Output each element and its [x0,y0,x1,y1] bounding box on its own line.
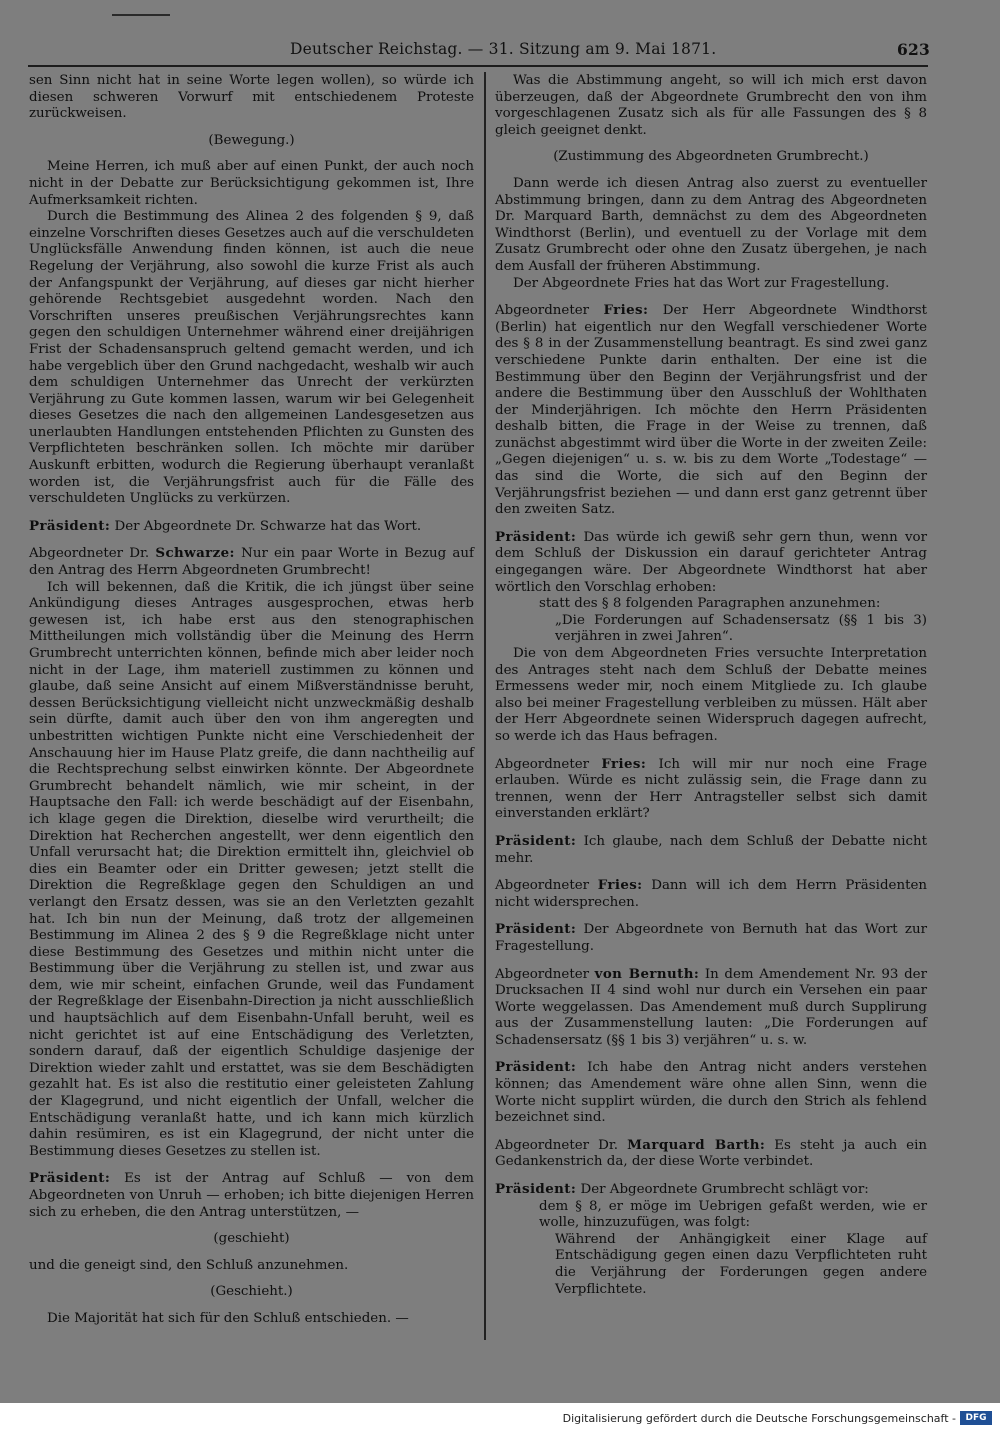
paragraph-text: Der Abgeordnete Grumbrecht schlägt vor: [580,1182,869,1198]
paragraph [29,518,474,536]
paragraph [29,209,474,508]
speaker-title: Abgeordneter [495,966,590,982]
paragraph [495,646,927,746]
paragraph [495,877,927,911]
paragraph-text: Die von dem Abgeordneten Fries versuchte Interpretation des Antrages steht nach dem Schluß der Debatte meines Ermessens weder mir, noch einem Mitgliede zu. Ich glaube also bei meiner Fragestellung verbleiben zu müssen. Hält aber der Herr Abgeordnete seinen Widerspruch dagegen aufrecht, so werde ich das Haus befragen. [495,646,927,744]
right-column [495,73,927,1298]
paragraph-text: Was die Abstimmung angeht, so will ich mich erst davon überzeugen, daß der Abgeordnete Grumbrecht den von ihm vorgeschlagenen Zusatz sich als für alle Fassungen des § 8 gleich geeignet denkt. [495,73,927,138]
paragraph [29,1258,474,1275]
paragraph-text: Das würde ich gewiß sehr gern thun, wenn vor dem Schluß der Diskussion ein darauf gerichteter Antrag eingegangen wäre. Der Abgeordnete Windthorst hat aber wörtlich den Vorschlag erhoben: [495,529,928,595]
speaker-name: Präsident: [29,517,111,534]
paragraph-text: „Die Forderungen auf Schadensersatz (§§ 1 bis 3) verjähren in zwei Jahren“. [555,612,927,645]
paragraph-text: Dann werde ich diesen Antrag also zuerst zu eventueller Abstimmung bringen, dann zu dem Antrag des Abgeordneten Dr. Marquard Barth, demnächst zu dem des Abgeordneten Windthorst (Berlin), und eventuell zu der Vorlage mit dem Zusatz Grumbrecht oder ohne den Zusatz übergehen, je nach dem Ausfall der früheren Abstimmung. [495,175,927,274]
paragraph [29,1231,474,1248]
paragraph-text: (geschieht) [213,1231,290,1247]
speaker-name: Präsident: [495,921,577,938]
speaker-name: Präsident: [495,1059,577,1076]
paragraph [495,1059,927,1126]
paragraph-text: Der Abgeordnete Fries hat das Wort zur Fragestellung. [513,275,890,291]
paragraph-text: (Geschieht.) [210,1284,293,1300]
paragraph-text: Während der Anhängigkeit einer Klage auf Entschädigung gegen einen dazu Verpflichteten ruht die Verjährung der Forderungen gegen andere Verpflichtete. [555,1231,927,1297]
running-title: Deutscher Reichstag. — 31. Sitzung am 9. Mai 1871. [290,40,717,58]
paragraph [495,833,927,867]
paragraph [495,756,927,823]
paragraph [495,276,927,293]
speaker-title: Abgeordneter [495,878,590,894]
paragraph [495,1181,927,1199]
paragraph [29,133,474,150]
speaker-name: von Bernuth: [594,965,700,982]
header-rule [28,65,928,67]
paragraph-text: und die geneigt sind, den Schluß anzunehmen. [29,1257,349,1273]
paragraph [495,176,927,276]
paragraph-text: Es ist der Antrag auf Schluß — von dem Abgeordneten von Unruh — erhoben; ich bitte diejenigen Herren sich zu erheben, die den Antrag unterstützen, — [29,1171,474,1220]
paragraph [495,302,927,519]
speaker-name: Präsident: [495,832,577,849]
paragraph-text: In dem Amendement Nr. 93 der Drucksachen II 4 sind wohl nur durch ein Versehen ein paar Worte weggelassen. Das Amendement muß durch Supplirung aus der Zusammenstellung lauten: „Die Forderungen auf Schadensersatz (§§ 1 bis 3) verjähren“ u. s. w. [495,966,927,1048]
paragraph-text: Ich will mir nur noch eine Frage erlauben. Würde es nicht zulässig sein, die Frage dann zu trennen, wenn der Herr Antragsteller selbst sich damit einverstanden erklärt? [495,756,928,822]
footer [0,1406,1000,1432]
speaker-title: Abgeordneter Dr. [495,1137,619,1153]
paragraph-text: (Zustimmung des Abgeordneten Grumbrecht.) [553,149,869,165]
column-divider [484,72,486,1340]
speaker-name: Fries: [603,302,649,319]
paragraph [495,73,927,139]
paragraph [495,1199,927,1232]
paragraph-text: Ich will bekennen, daß die Kritik, die ich jüngst über seine Ankündigung dieses Antrages ausgesprochen, etwas herb gewesen ist, ich habe erst aus den stenographischen Mittheilungen mich vollständig über die Meinung des Herrn Grumbrecht unterrichten können, befinde mich aber leider noch nicht in der Lage, ihm materiell zustimmen zu können und glaube, daß seine Ansicht auf einem Mißverständnisse beruht, dessen Berücksichtigung vielleicht nicht unzweckmäßig deshalb sein dürfte, damit auch über den von ihm angeregten und unbestritten wichtigen Punkte nicht eine Verschiedenheit der Anschauung hier im Hause Platz greife, die dann nachtheilig auf die Rechtsprechung selbst einwirken könnte. Der Abgeordnete Grumbrecht behandelt nämlich, wie mir scheint, in der Hauptsache den Fall: ich werde beschädigt auf der Eisenbahn, ich klage gegen die Direktion, dieselbe wird verurtheilt; die Direktion hat Recherchen angestellt, wer denn eigentlich den Unfall verursacht hat; die Direktion ermittelt ihn, gleichviel ob dies ein Beamter oder ein Dritter gewesen; jetzt stellt die Direktion die Regreßklage gegen den Schuldigen an und verlangt den Ersatz dessen, was sie an den Verletzten gezahlt hat. Ich bin nun der Meinung, daß trotz der allgemeinen Bestimmung im Alinea 2 des § 9 die Regreßklage nicht unter diese Bestimmung des Gesetzes und mithin nicht unter die Bestimmung über die Verjährung zu stellen ist, und zwar aus dem, wie mir scheint, einfachen Grunde, weil das Fundament der Regreßklage der Eisenbahn-Direction ja nicht ausschließlich und hauptsächlich auf dem Eisenbahn-Unfall beruht, weil es nicht gerichtet ist auf eine Entschädigung des Verletzten, sondern darauf, daß der eigentlich Schuldige dasjenige der Direktion wieder zahlt und erstattet, was sie dem Beschädigten gezahlt hat. Es ist also die restitutio einer geleisteten Zahlung der Klagegrund, und nicht eigentlich der Unfall, welcher die Entschädigung veranlaßt hatte, und ich kann mich kürzlich dahin resümiren, es ist ein Klagegrund, der nicht unter die Bestimmung dieses Gesetzes zu stellen ist. [29,579,474,1159]
speaker-title: Abgeordneter Dr. [29,546,150,562]
paragraph-text: Ich glaube, nach dem Schluß der Debatte nicht mehr. [495,833,927,866]
funding-credit: Digitalisierung gefördert durch die Deutsche Forschungsgemeinschaft - [562,1412,956,1425]
paragraph [495,149,927,166]
paragraph [29,545,474,579]
speaker-title: Abgeordneter [495,756,590,772]
paragraph-text: Ich habe den Antrag nicht anders verstehen können; das Amendement wäre ohne allen Sinn, wenn die Worte nicht supplirt würden, die durch den Strich als fehlend bezeichnet sind. [495,1060,927,1126]
paragraph-text: Meine Herren, ich muß aber auf einen Punkt, der auch noch nicht in der Debatte zur Berücksichtigung gekommen ist, Ihre Aufmerksamkeit richten. [29,159,474,208]
paragraph [495,1137,927,1171]
paragraph-text: Dann will ich dem Herrn Präsidenten nicht widersprechen. [495,878,927,910]
speaker-title: Abgeordneter [495,303,590,319]
paragraph [29,580,474,1161]
paragraph-text: Der Herr Abgeordnete Windthorst (Berlin) hat eigentlich nur den Wegfall verschiedener Worte des § 8 in der Zusammenstellung beantragt. Es sind zwei ganz verschiedene Punkte darin enthalten. Der eine ist die Bestimmung über den Beginn der Verjährungsfrist und der andere die Bestimmung über den Ausschluß der Wohlthaten der Minderjährigen. Ich möchte den Herrn Präsidenten deshalb bitten, die Frage in der Weise zu trennen, daß zunächst abgestimmt wird über die Worte in der zweiten Zeile: „Gegen diejenigen“ u. s. w. bis zu dem Worte „Todestage“ — das sind die Worte, die sich auf den Beginn der Verjährungsfrist beziehen — und dann erst ganz getrennt über den zweiten Satz. [495,303,927,518]
paragraph [495,921,927,955]
paragraph [29,1284,474,1301]
speaker-name: Präsident: [495,1181,577,1198]
speaker-name: Präsident: [495,528,577,545]
paragraph [29,159,474,209]
paragraph [495,529,927,596]
left-column [29,73,474,1328]
paragraph [495,613,927,646]
paragraph-text: Der Abgeordnete Dr. Schwarze hat das Wort. [114,518,422,534]
paragraph-text: (Bewegung.) [208,132,295,148]
page-header [290,40,930,62]
ink-mark [112,14,170,16]
paragraph [29,73,474,123]
paragraph [29,1170,474,1221]
paragraph-text: Es steht ja auch ein Gedankenstrich da, der diese Worte verbindet. [495,1137,927,1170]
paragraph-text: Der Abgeordnete von Bernuth hat das Wort zur Fragestellung. [495,922,927,954]
speaker-name: Marquard Barth: [627,1136,766,1153]
speaker-name: Schwarze: [155,545,235,562]
paragraph [29,1311,474,1328]
paragraph-text: statt des § 8 folgenden Paragraphen anzunehmen: [539,596,881,612]
paragraph-text: Nur ein paar Worte in Bezug auf den Antrag des Herrn Abgeordneten Grumbrecht! [29,546,474,579]
paragraph [495,1232,927,1298]
paragraph [495,966,927,1050]
page-number: 623 [897,40,930,59]
paragraph-text: sen Sinn nicht hat in seine Worte legen wollen), so würde ich diesen schweren Vorwurf mit entschiedenem Proteste zurückweisen. [29,73,474,122]
speaker-name: Fries: [597,877,643,894]
paragraph [495,596,927,613]
paragraph-text: dem § 8, er möge im Uebrigen gefaßt werden, wie er wolle, hinzuzufügen, was folgt: [539,1198,927,1231]
paragraph-text: Die Majorität hat sich für den Schluß entschieden. — [47,1310,409,1326]
speaker-name: Fries: [601,755,647,772]
paragraph-text: Durch die Bestimmung des Alinea 2 des folgenden § 9, daß einzelne Vorschriften dieses Gesetzes auch auf die verschuldeten Unglücksfälle Anwendung finden können, ist auch die neue Regelung der Verjährung, also sowohl die kurze Frist als auch der Anfangspunkt der Verjährung, auf dieses gar nicht hierher gehörende Rechtsgebiet ausgedehnt worden. Nach den Vorschriften unseres preußischen Verjährungsrechtes kann gegen den schuldigen Unternehmer während einer dreijährigen Frist der Schadensanspruch geltend gemacht werden, und ich habe vergeblich über den Grund nachgedacht, weshalb wir auch dem schuldigen Unternehmer das Unrecht der verkürzten Verjährung zu Gute kommen lassen, warum wir bei Gelegenheit dieses Gesetzes die nach den allgemeinen Landesgesetzen aus unerlaubten Handlungen entstehenden Pflichten zu Gunsten des Verpflichteten beschränken sollen. Ich möchte mir darüber Auskunft erbitten, wodurch die Regierung überhaupt veranlaßt worden ist, die Verjährungsfrist auch für die Fälle des verschuldeten Unglücks zu verkürzen. [29,209,474,507]
dfg-logo: DFG [960,1411,992,1425]
speaker-name: Präsident: [29,1170,111,1187]
